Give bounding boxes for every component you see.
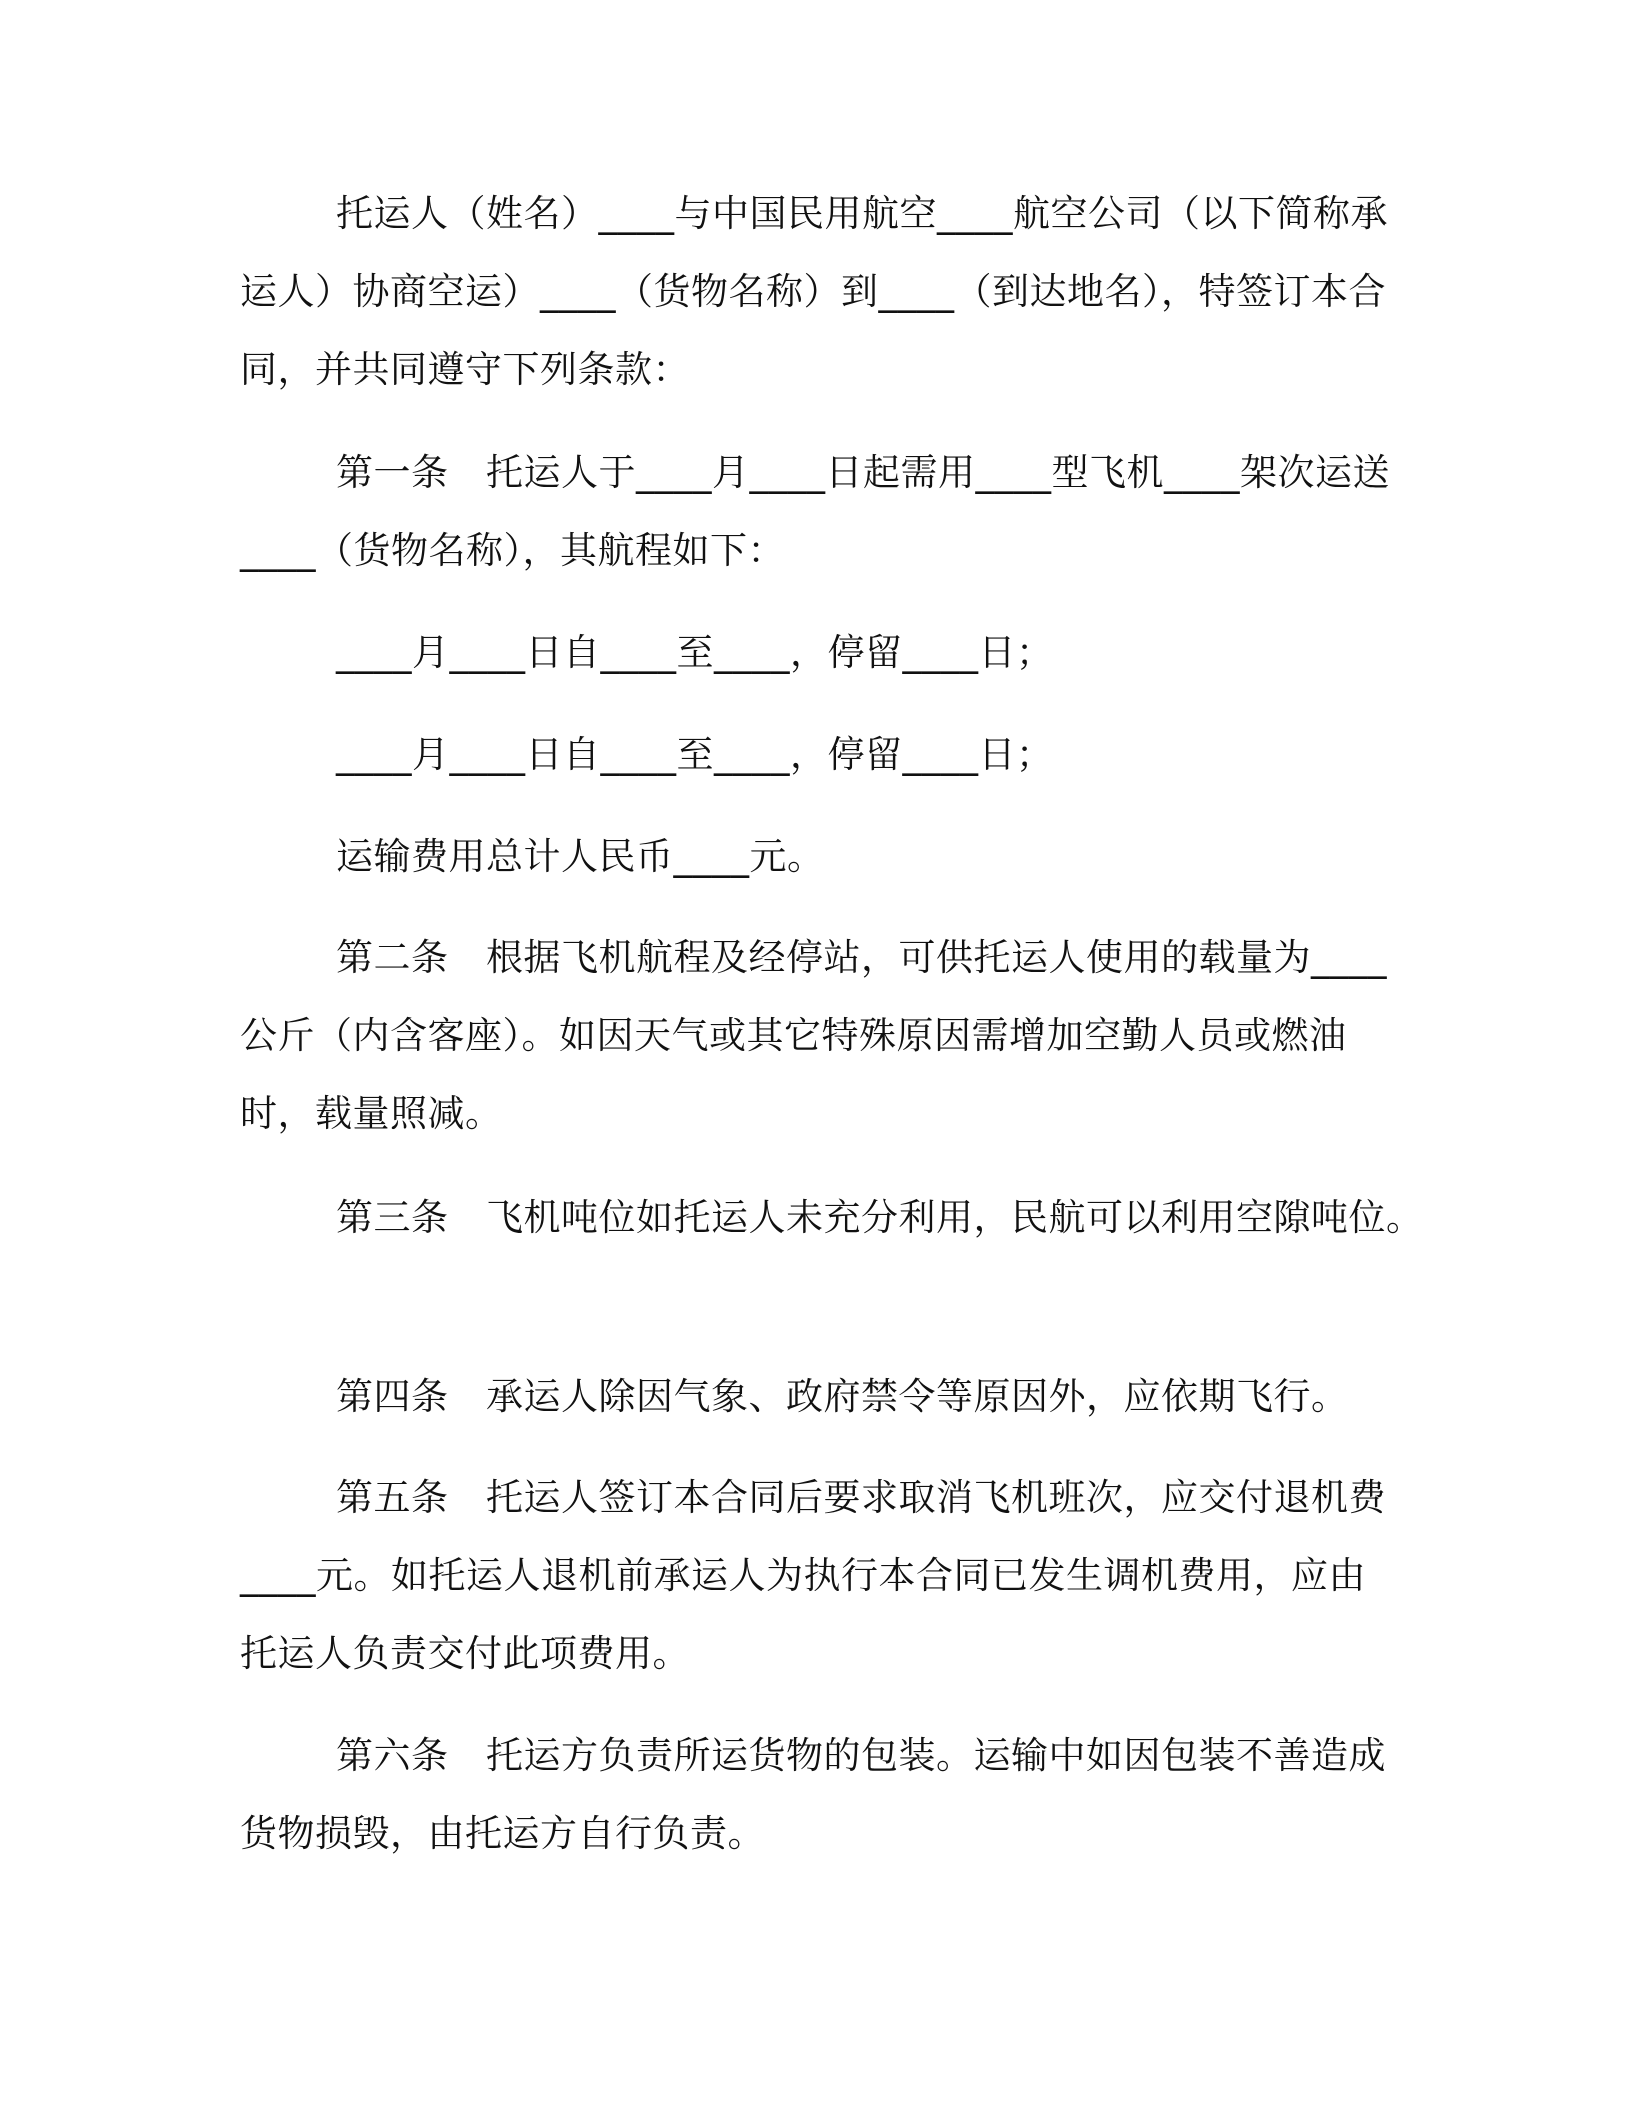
paragraph-article-5: 第五条 托运人签订本合同后要求取消飞机班次，应交付退机费____元。如托运人退机前承运人为执行本合同已发生调机费用，应由托运人负责交付此项费用。 (240, 1476, 1386, 1675)
paragraph-article-3: 第三条 飞机吨位如托运人未充分利用，民航可以利用空隙吨位。 (336, 1196, 1424, 1239)
paragraph-route-1: ____月____日自____至____，停留____日； (336, 631, 1054, 674)
paragraph-total-fee: 运输费用总计人民币____元。 (336, 835, 825, 878)
paragraph-article-4: 第四条 承运人除因气象、政府禁令等原因外，应依期飞行。 (336, 1375, 1349, 1418)
paragraph-route-2: ____月____日自____至____，停留____日； (336, 733, 1054, 776)
paragraph-article-1: 第一条 托运人于____月____日起需用____型飞机____架次运送____（货物名称），其航程如下： (240, 451, 1390, 572)
paragraph-article-6: 第六条 托运方负责所运货物的包装。运输中如因包装不善造成货物损毁，由托运方自行负责。 (240, 1734, 1386, 1855)
paragraph-intro: 托运人（姓名）____与中国民用航空____航空公司（以下简称承运人）协商空运）____（货物名称）到____（到达地名），特签订本合同，并共同遵守下列条款： (240, 192, 1388, 391)
paragraph-article-2: 第二条 根据飞机航程及经停站，可供托运人使用的载量为____公斤（内含客座）。如因天气或其它特殊原因需增加空勤人员或燃油时，载量照减。 (240, 936, 1387, 1135)
